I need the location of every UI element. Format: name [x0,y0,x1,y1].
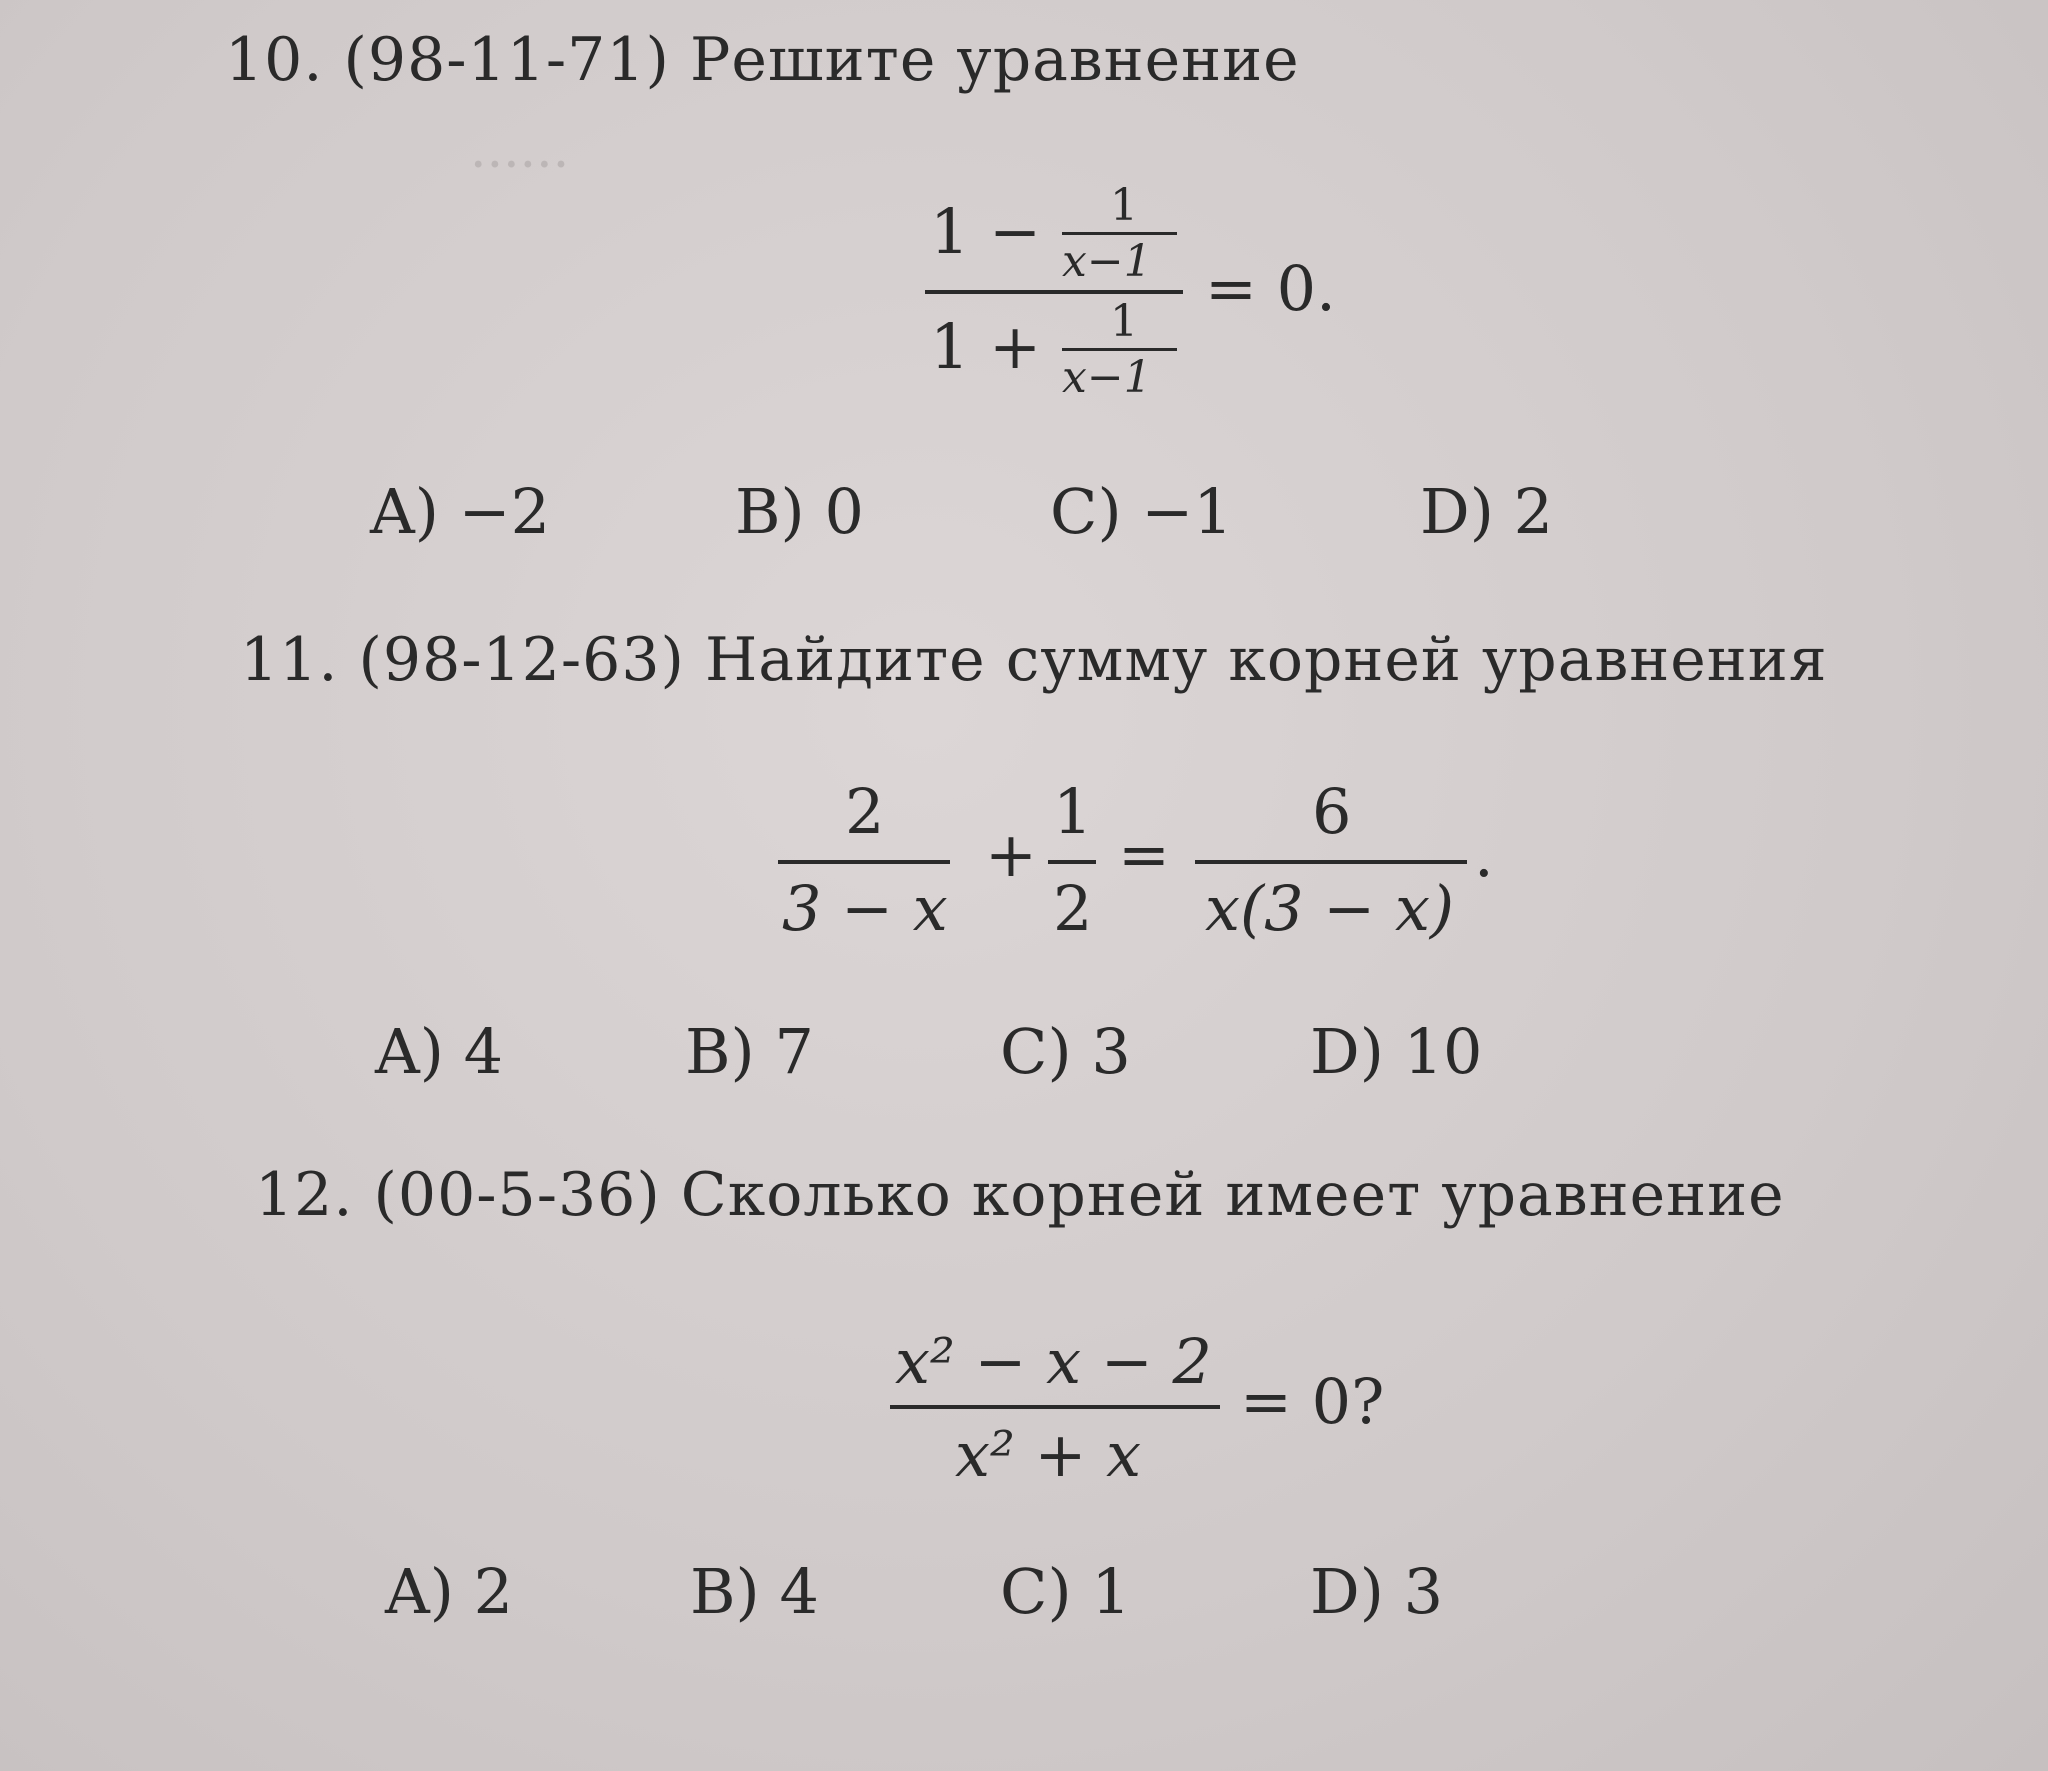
answer-option: C) 3 [1000,1015,1131,1088]
eq11-equals: = [1118,818,1170,891]
eq10-num-left: 1 − [930,195,1042,268]
eq10-den-frac-line [1062,348,1177,351]
eq10-den-left: 1 + [930,310,1042,383]
answer-option: A) −2 [370,475,551,548]
eq11-frac3-den: x(3 − x) [1205,872,1455,945]
answer-option: D) 3 [1310,1555,1444,1628]
eq10-main-frac-line [925,290,1183,294]
eq12-den: x² + x [955,1418,1142,1491]
problem-11-header: 11. (98-12-63) Найдите сумму корней уравнения [240,625,1828,695]
answer-option: C) 1 [1000,1555,1131,1628]
answer-option: B) 0 [735,475,864,548]
eq10-den-frac-den: x−1 [1062,352,1152,403]
eq11-frac3-line [1195,860,1467,864]
eq11-frac2-line [1048,860,1096,864]
eq12-rhs: = 0? [1240,1365,1385,1438]
eq11-frac1-line [778,860,950,864]
answer-option: C) −1 [1050,475,1233,548]
answer-option: B) 7 [685,1015,814,1088]
eq11-frac2-den: 2 [1053,872,1093,945]
eq11-frac2-num: 1 [1053,775,1093,848]
problem-10-header: 10. (98-11-71) Решите уравнение [225,25,1300,95]
bleed-through-text: ...... [470,120,570,180]
answer-option: B) 4 [690,1555,819,1628]
eq12-num: x² − x − 2 [895,1325,1212,1398]
eq11-plus: + [985,818,1037,891]
eq11-frac1-num: 2 [845,775,885,848]
eq11-frac3-num: 6 [1312,775,1352,848]
eq10-rhs: = 0. [1205,252,1336,325]
problem-12-answers [0,1555,2048,1645]
answer-option: D) 2 [1420,475,1554,548]
eq11-end: . [1474,818,1494,891]
answer-option: A) 4 [375,1015,504,1088]
eq10-num-frac-den: x−1 [1062,236,1152,287]
answer-option: A) 2 [385,1555,514,1628]
problem-12-header: 12. (00-5-36) Сколько корней имеет уравнение [255,1160,1785,1230]
eq12-frac-line [890,1405,1220,1409]
answer-option: D) 10 [1310,1015,1483,1088]
eq11-frac1-den: 3 − x [782,872,948,945]
eq10-num-frac-line [1062,232,1177,235]
problem-10-answers [0,475,2048,565]
problem-11-answers [0,1015,2048,1105]
eq10-num-frac-num: 1 [1110,180,1138,231]
eq10-den-frac-num: 1 [1110,296,1138,347]
